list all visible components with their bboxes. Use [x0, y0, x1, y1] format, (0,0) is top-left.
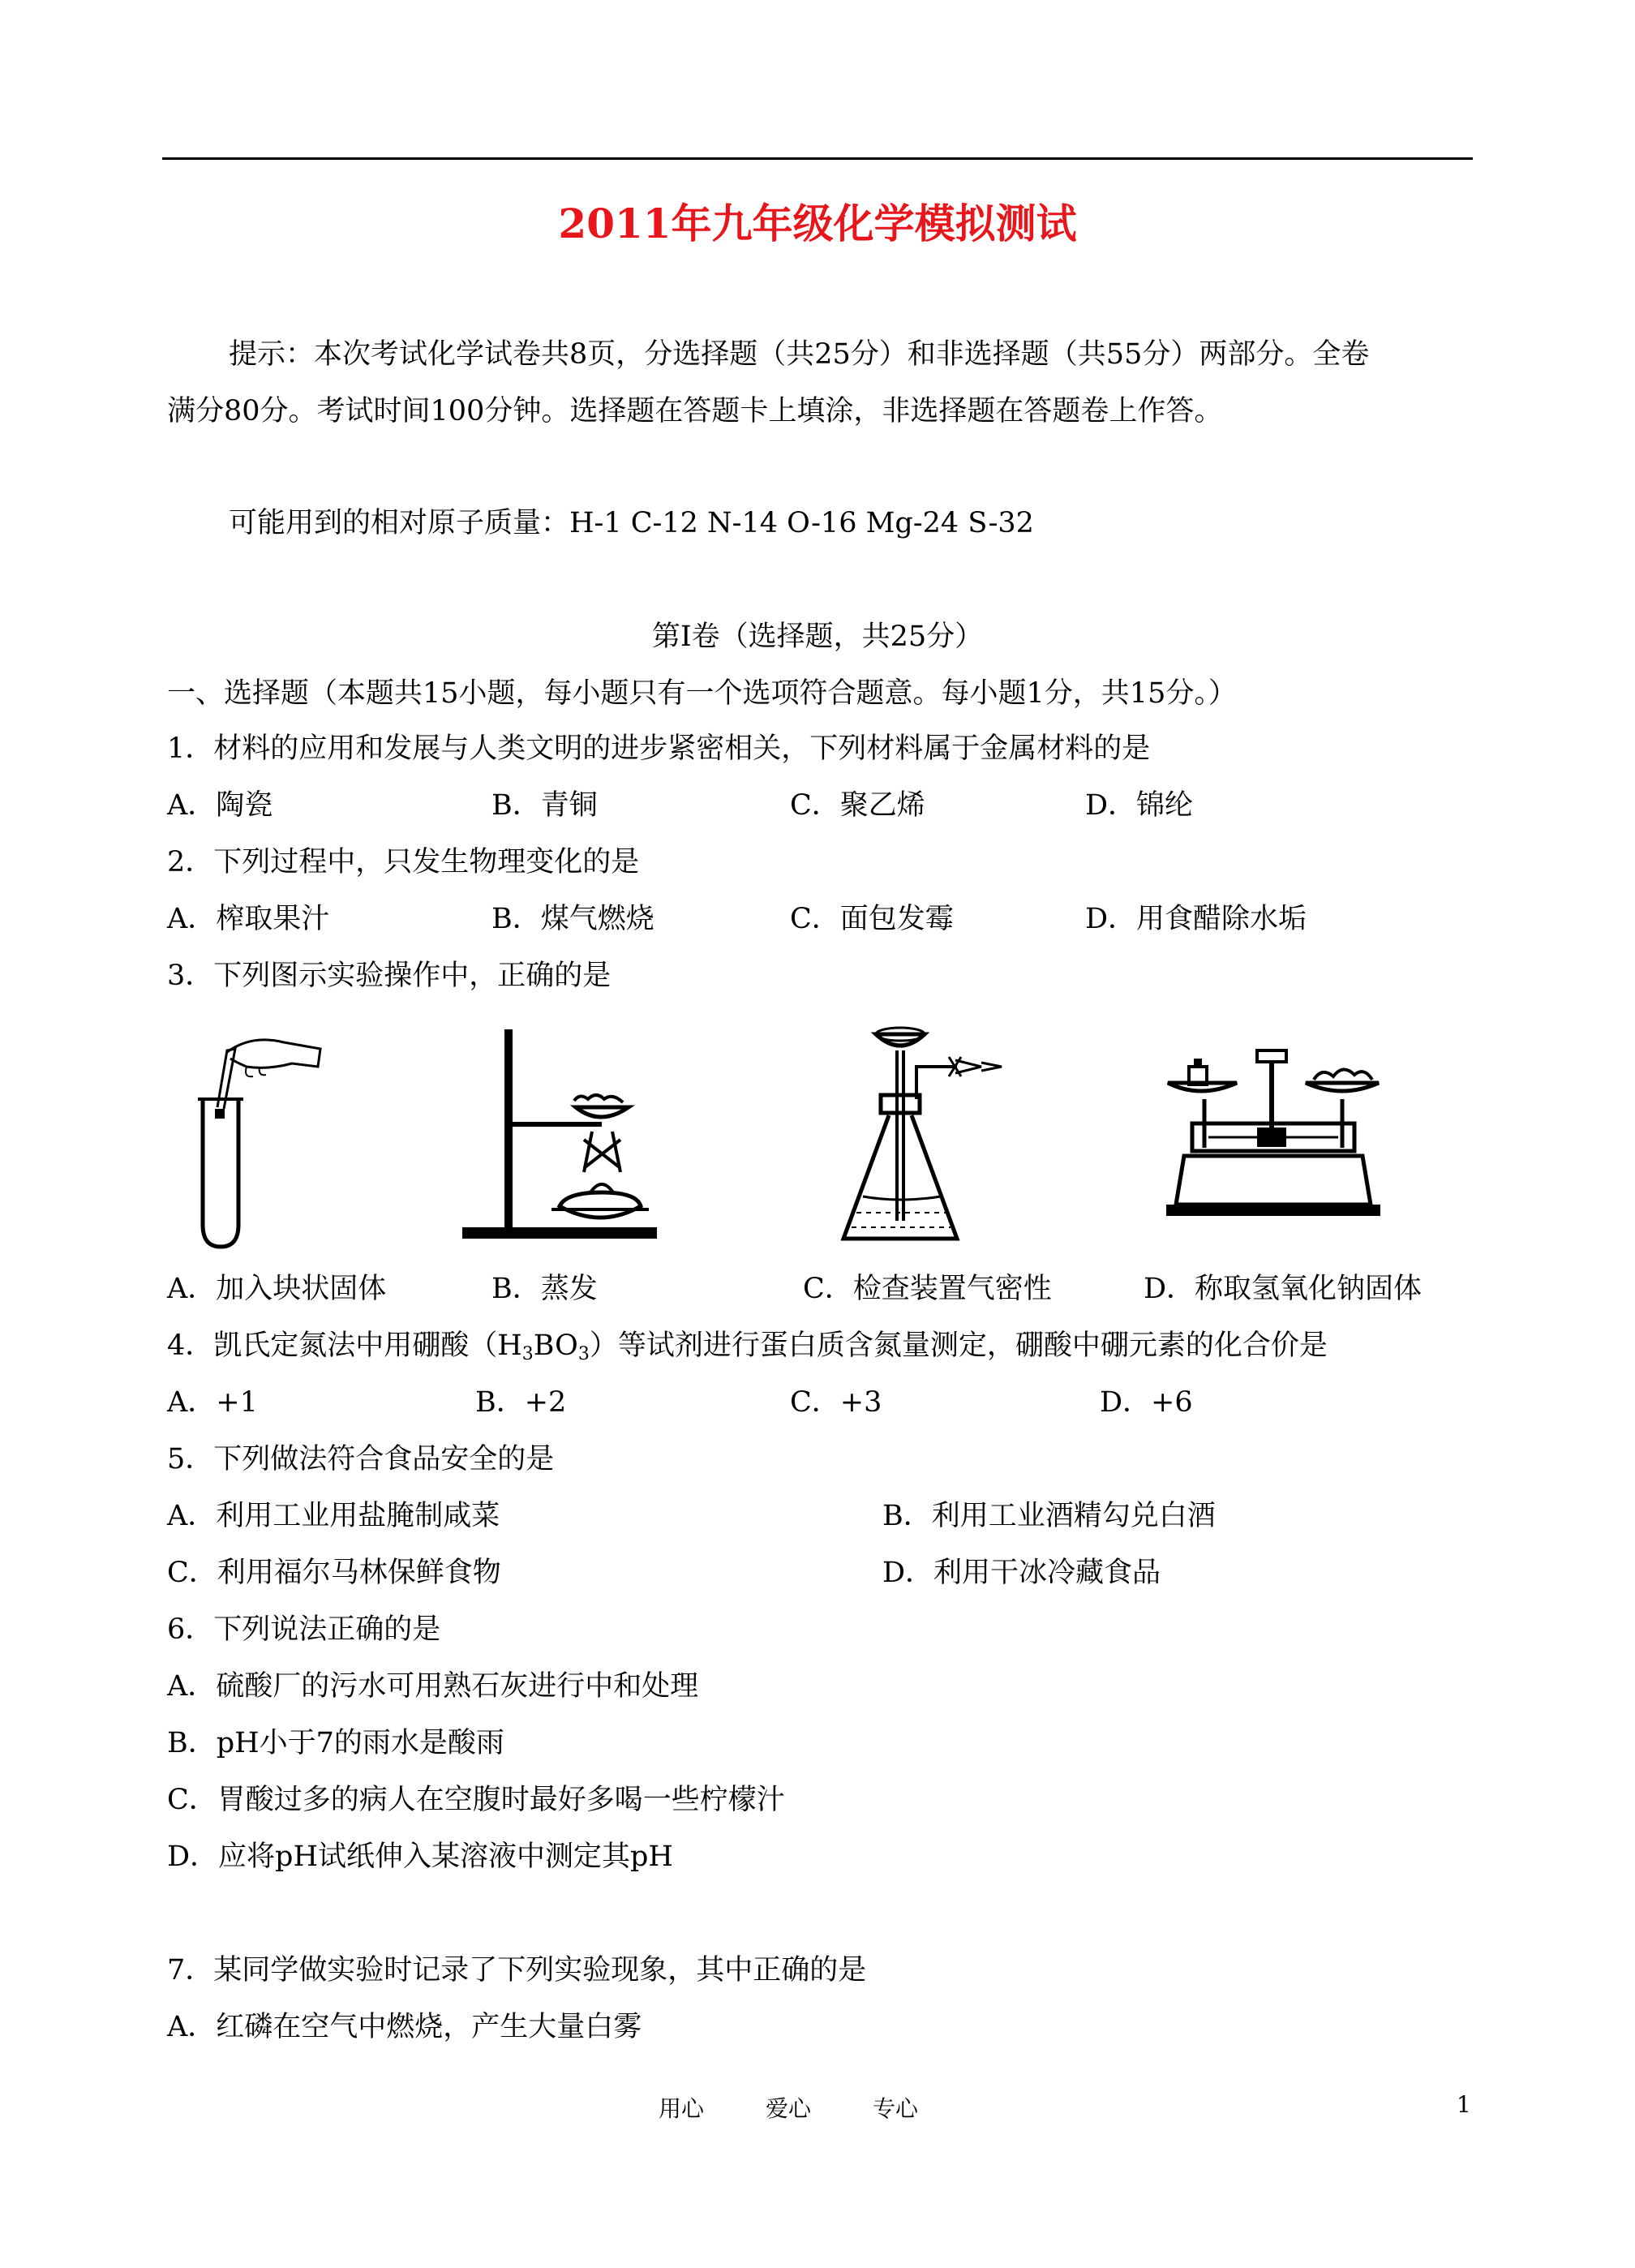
q1-option-d: D．锦纶	[1085, 789, 1194, 822]
q3-option-b: B．蒸发	[491, 1273, 598, 1305]
part-header: 一、选择题（本题共15小题，每小题只有一个选项符合题意。每小题1分，共15分。）	[167, 677, 1237, 710]
q5-option-c: C．利用福尔马林保鲜食物	[167, 1557, 501, 1589]
q6-option-b: B．pH小于7的雨水是酸雨	[167, 1727, 504, 1759]
question-1-stem: 1．材料的应用和发展与人类文明的进步紧密相关，下列材料属于金属材料的是	[167, 732, 1151, 765]
q4-option-c: C．+3	[790, 1386, 882, 1419]
footer-right: 专心	[873, 2095, 919, 2122]
footer-left: 用心	[659, 2095, 705, 2122]
question-3-stem: 3．下列图示实验操作中，正确的是	[167, 960, 612, 992]
section-title: 第Ⅰ卷（选择题，共25分）	[651, 621, 984, 653]
header-rule	[162, 157, 1473, 160]
q4-option-d: D．+6	[1100, 1386, 1193, 1419]
q4-option-a: A．+1	[167, 1386, 258, 1419]
notice-line-2: 满分80分。考试时间100分钟。选择题在答题卡上填涂，非选择题在答题卷上作答。	[167, 395, 1223, 427]
q5-option-d: D．利用干冰冷藏食品	[882, 1557, 1161, 1589]
atomic-masses: 可能用到的相对原子质量：H-1 C-12 N-14 O-16 Mg-24 S-32	[229, 507, 1034, 539]
page-number: 1	[1457, 2091, 1471, 2118]
q6-option-a: A．硫酸厂的污水可用熟石灰进行中和处理	[167, 1670, 699, 1703]
q2-option-c: C．面包发霉	[790, 903, 954, 935]
question-2-stem: 2．下列过程中，只发生物理变化的是	[167, 846, 640, 878]
figure-d-balance	[1160, 1034, 1387, 1241]
notice-line-1: 提示：本次考试化学试卷共8页，分选择题（共25分）和非选择题（共55分）两部分。全卷	[229, 338, 1370, 371]
figure-a-test-tube	[178, 1034, 324, 1253]
q5-option-b: B．利用工业酒精勾兑白酒	[882, 1500, 1216, 1532]
q6-option-d: D．应将pH试纸伸入某溶液中测定其pH	[167, 1841, 673, 1873]
q1-option-c: C．聚乙烯	[790, 789, 925, 822]
page-title: 2011年九年级化学模拟测试	[558, 200, 1077, 247]
q1-option-a: A．陶瓷	[167, 789, 273, 822]
q2-option-a: A．榨取果汁	[167, 903, 330, 935]
q2-option-d: D．用食醋除水垢	[1085, 903, 1307, 935]
q3-option-a: A．加入块状固体	[167, 1273, 387, 1305]
question-4-stem: 4．凯氏定氮法中用硼酸$(H_3BO_3)$等试剂进行蛋白质含氮量测定，硼酸中硼元素的化合价是	[167, 1329, 1328, 1364]
q3-option-c: C．检查装置气密性	[803, 1273, 1052, 1305]
question-7-stem: 7．某同学做实验时记录了下列实验现象，其中正确的是	[167, 1954, 867, 1987]
question-6-stem: 6．下列说法正确的是	[167, 1613, 441, 1646]
q2-option-b: B．煤气燃烧	[491, 903, 654, 935]
figure-c-flask-airtightness	[827, 1018, 1014, 1253]
q6-option-c: C．胃酸过多的病人在空腹时最好多喝一些柠檬汁	[167, 1784, 785, 1816]
q4-option-b: B．+2	[475, 1386, 567, 1419]
figure-b-evaporation	[454, 1026, 665, 1249]
q3-option-d: D．称取氢氧化钠固体	[1144, 1273, 1423, 1305]
q5-option-a: A．利用工业用盐腌制咸菜	[167, 1500, 500, 1532]
question-5-stem: 5．下列做法符合食品安全的是	[167, 1443, 555, 1475]
q7-option-a: A．红磷在空气中燃烧，产生大量白雾	[167, 2011, 642, 2043]
footer-mid: 爱心	[766, 2095, 812, 2122]
q1-option-b: B．青铜	[491, 789, 598, 822]
